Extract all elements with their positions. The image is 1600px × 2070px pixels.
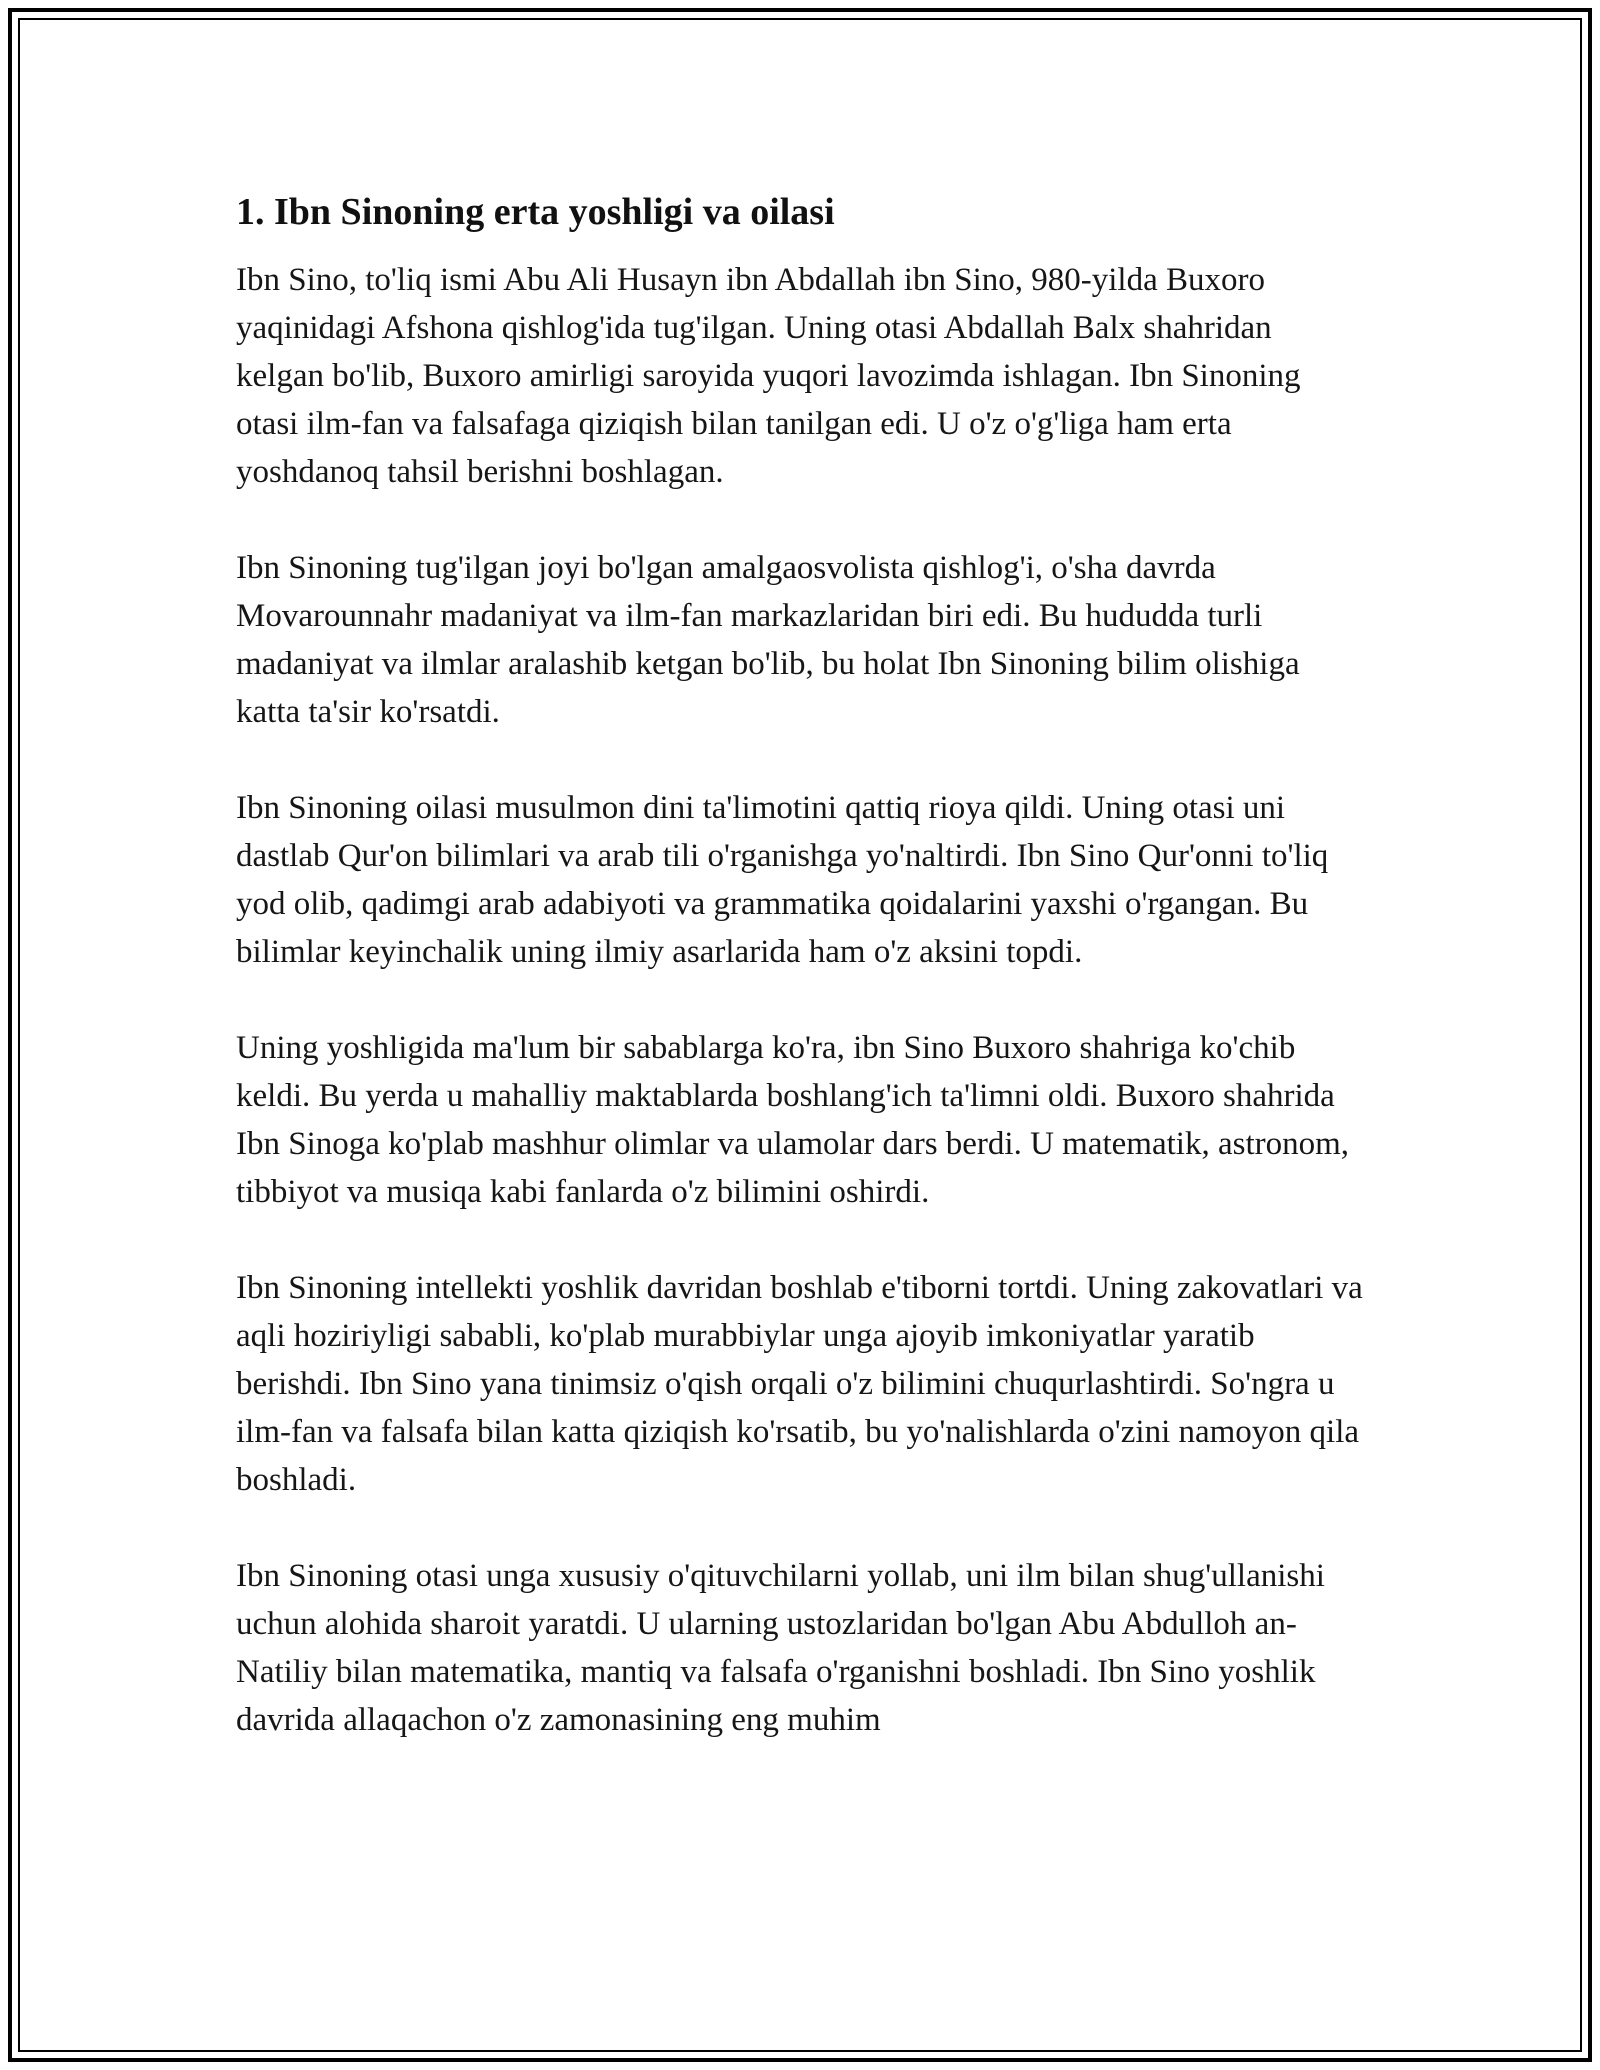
section-heading: 1. Ibn Sinoning erta yoshligi va oilasi <box>236 191 835 233</box>
paragraph-3: Ibn Sinoning oilasi musulmon dini ta'limotini qattiq rioya qildi. Uning otasi uni dastlab Qur'on bilimlari va arab tili o'rganishga yo'naltirdi. Ibn Sino Qur'onni to'liq yod olib, qadimgi arab adabiyoti va grammatika qoidalarini yaxshi o'rgangan. Bu bilimlar keyinchalik uning ilmiy asarlarida ham o'z aksini topdi. <box>236 790 1329 970</box>
document-body <box>236 188 1366 1744</box>
paragraph-4: Uning yoshligida ma'lum bir sabablarga ko'ra, ibn Sino Buxoro shahriga ko'chib keldi. Bu yerda u mahalliy maktablarda boshlang'ich ta'limni oldi. Buxoro shahrida Ibn Sinoga ko'plab mashhur olimlar va ulamolar dars berdi. U matematik, astronom, tibbiyot va musiqa kabi fanlarda o'z bilimini oshirdi. <box>236 1030 1350 1210</box>
paragraph-6: Ibn Sinoning otasi unga xususiy o'qituvchilarni yollab, uni ilm bilan shug'ullanishi uchun alohida sharoit yaratdi. U ularning ustozlaridan bo'lgan Abu Abdulloh an-Natiliy bilan matematika, mantiq va falsafa o'rganishni boshladi. Ibn Sino yoshlik davrida allaqachon o'z zamonasining eng muhim <box>236 1558 1325 1738</box>
paragraph-2: Ibn Sinoning tug'ilgan joyi bo'lgan amalgaosvolista qishlog'i, o'sha davrda Movarounnahr madaniyat va ilm-fan markazlaridan biri edi. Bu hududda turli madaniyat va ilmlar aralashib ketgan bo'lib, bu holat Ibn Sinoning bilim olishiga katta ta'sir ko'rsatdi. <box>236 550 1300 730</box>
paragraph-1: Ibn Sino, to'liq ismi Abu Ali Husayn ibn Abdallah ibn Sino, 980-yilda Buxoro yaqinidagi Afshona qishlog'ida tug'ilgan. Uning otasi Abdallah Balx shahridan kelgan bo'lib, Buxoro amirligi saroyida yuqori lavozimda ishlagan. Ibn Sinoning otasi ilm-fan va falsafaga qiziqish bilan tanilgan edi. U o'z o'g'liga ham erta yoshdanoq tahsil berishni boshlagan. <box>236 262 1301 490</box>
paragraph-5: Ibn Sinoning intellekti yoshlik davridan boshlab e'tiborni tortdi. Uning zakovatlari va aqli hoziriyligi sababli, ko'plab murabbiylar unga ajoyib imkoniyatlar yaratib berishdi. Ibn Sino yana tinimsiz o'qish orqali o'z bilimini chuqurlashtirdi. So'ngra u ilm-fan va falsafa bilan katta qiziqish ko'rsatib, bu yo'nalishlarda o'zini namoyon qila boshladi. <box>236 1270 1363 1498</box>
